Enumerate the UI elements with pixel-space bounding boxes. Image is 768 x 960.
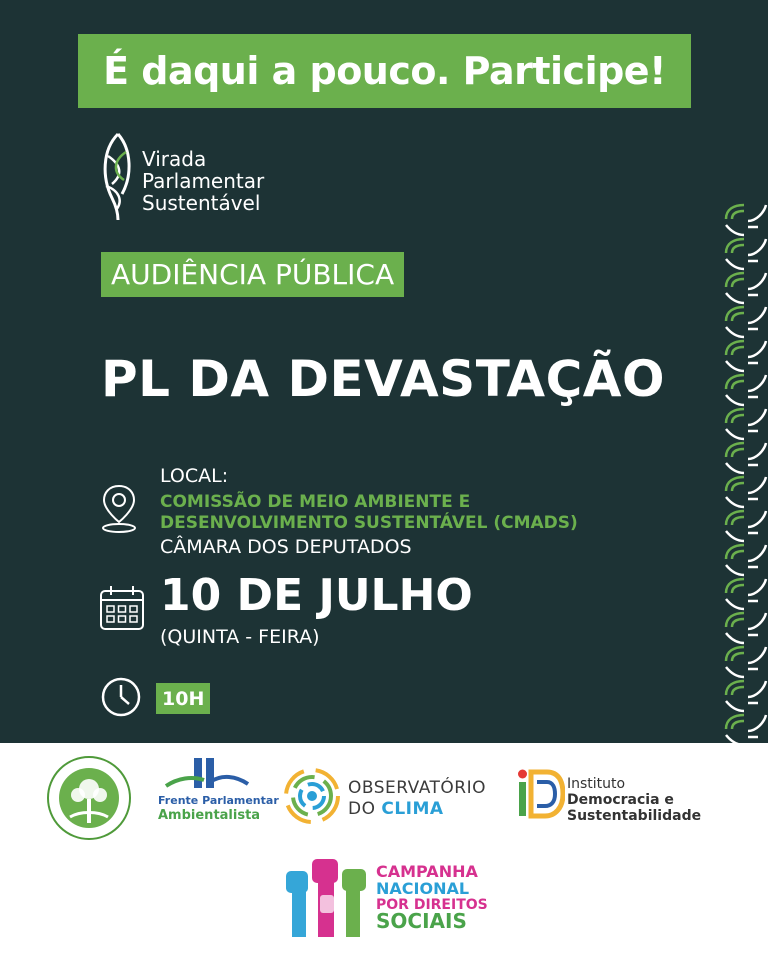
location-commission-line-1: COMISSÃO DE MEIO AMBIENTE E	[160, 492, 471, 512]
arc-motif	[726, 477, 766, 507]
campanha-line-3: POR DIREITOS	[376, 897, 488, 913]
observatorio-line-1: OBSERVATÓRIO	[348, 778, 486, 798]
header-banner	[78, 34, 691, 108]
arc-motif	[726, 375, 766, 405]
frente-line-2: Ambientalista	[158, 808, 261, 823]
logo-line-3: Sustentável	[142, 191, 261, 215]
event-weekday: (QUINTA - FEIRA)	[160, 626, 320, 648]
arc-motif	[726, 205, 766, 235]
arc-motif	[726, 647, 766, 677]
event-type-badge	[101, 252, 404, 297]
arc-motif	[726, 545, 766, 575]
arc-motif	[726, 239, 766, 269]
ids-mark-icon	[517, 768, 565, 824]
leaf-logo-icon	[98, 128, 138, 224]
arc-motif	[726, 273, 766, 303]
campanha-line-2: NACIONAL	[376, 879, 470, 898]
banner-text: É daqui a pouco. Participe!	[103, 49, 666, 93]
event-time-text: 10H	[162, 687, 205, 710]
observatorio-line-2b: CLIMA	[381, 799, 444, 819]
campanha-line-1: CAMPANHA	[376, 862, 478, 881]
virada-logo	[98, 128, 328, 224]
event-time-badge	[156, 683, 210, 714]
location-commission-line-2: DESENVOLVIMENTO SUSTENTÁVEL (CMADS)	[160, 513, 578, 533]
logo-line-1: Virada	[142, 147, 207, 171]
location-house: CÂMARA DOS DEPUTADOS	[160, 536, 412, 558]
clock-icon	[100, 676, 142, 718]
map-pin-icon	[100, 482, 138, 534]
frente-mista-seal-logo	[46, 755, 132, 841]
arc-motif	[726, 307, 766, 337]
raised-fists-icon	[284, 855, 370, 939]
ids-logo	[517, 768, 702, 828]
arc-motif	[726, 715, 766, 743]
observatorio-line-2a: DO	[348, 799, 382, 819]
congress-building-icon	[158, 756, 254, 794]
decorative-arc-pattern	[722, 195, 768, 743]
arc-motif	[726, 443, 766, 473]
campanha-line-4: SOCIAIS	[376, 909, 467, 933]
arc-motif	[726, 409, 766, 439]
ids-line-3: Sustentabilidade	[567, 808, 702, 824]
spiral-logo-icon	[282, 766, 342, 826]
arc-motif	[726, 341, 766, 371]
campanha-direitos-sociais-logo	[284, 855, 488, 939]
frente-line-1: Frente Parlamentar	[158, 794, 279, 807]
arc-motif	[726, 681, 766, 711]
logo-line-2: Parlamentar	[142, 169, 265, 193]
calendar-icon	[99, 585, 145, 631]
arc-motif	[726, 511, 766, 541]
logo-text	[142, 148, 264, 214]
event-date: 10 DE JULHO	[160, 570, 473, 621]
location-label: LOCAL:	[160, 465, 229, 487]
event-title: PL DA DEVASTAÇÃO	[101, 350, 666, 408]
event-type-text: AUDIÊNCIA PÚBLICA	[111, 258, 395, 291]
ids-line-1: Instituto	[567, 776, 626, 792]
observatorio-line-2	[348, 799, 444, 819]
arc-motif	[726, 613, 766, 643]
observatorio-clima-logo	[282, 766, 492, 828]
arc-motif	[726, 579, 766, 609]
ids-line-2: Democracia e	[567, 792, 674, 808]
frente-ambientalista-logo	[158, 756, 279, 826]
